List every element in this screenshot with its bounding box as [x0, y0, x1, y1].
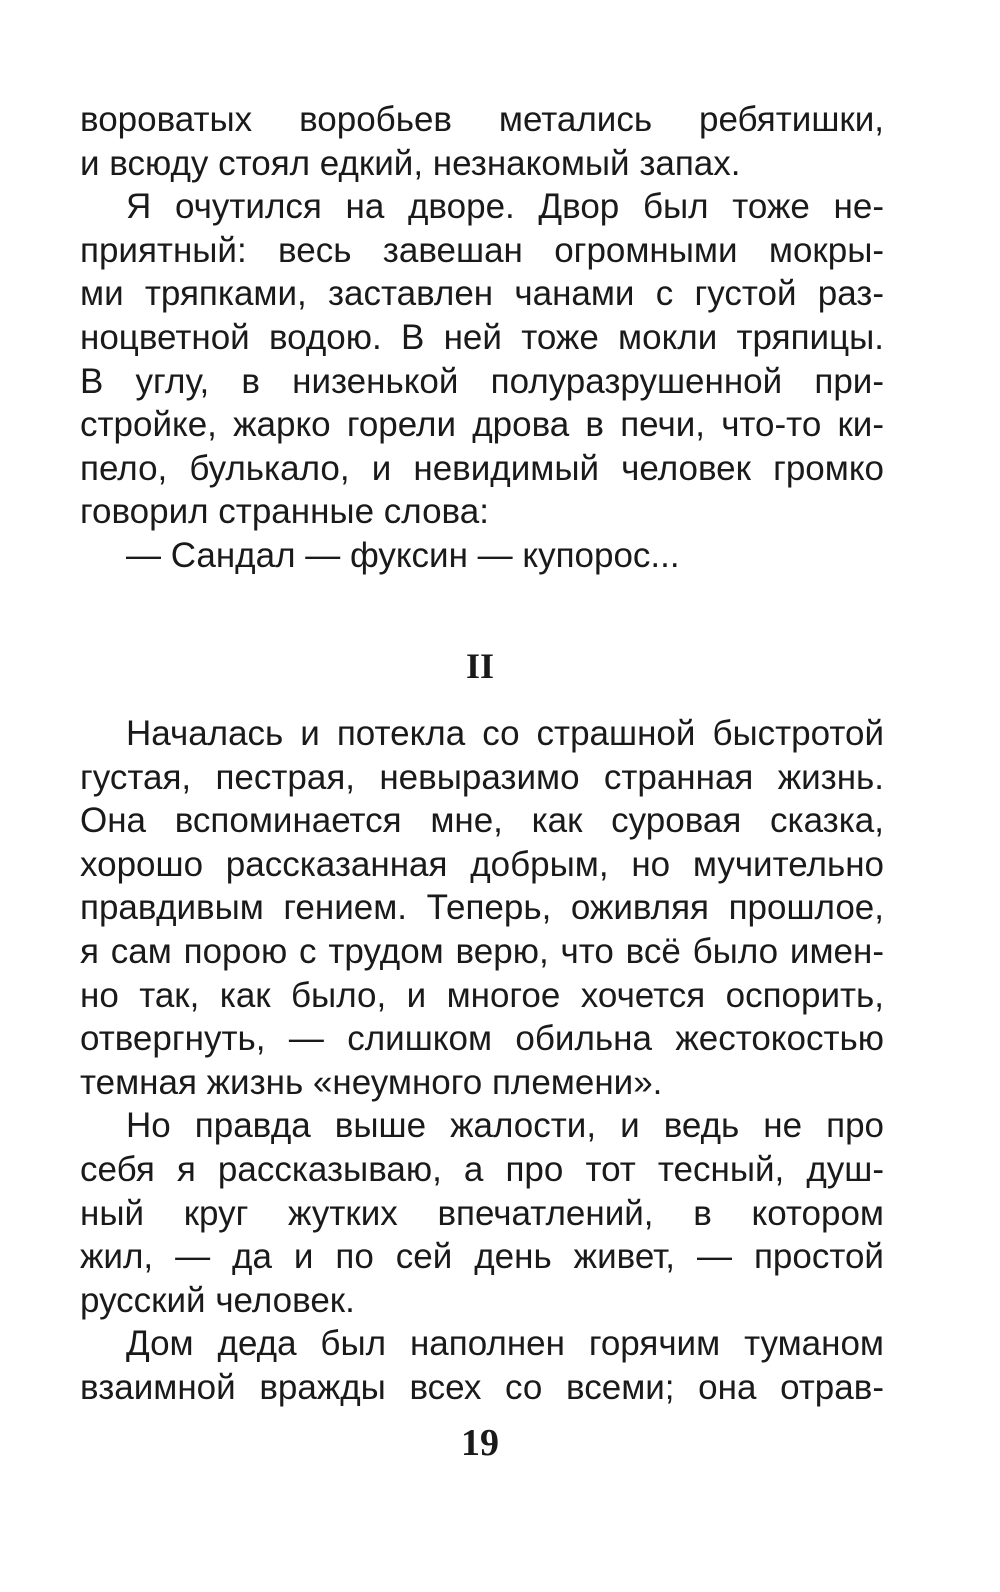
text-line: Началась и потекла со страшной быстротой: [126, 714, 884, 753]
text-line: жил, — да и по сей день живет, — простой: [80, 1237, 884, 1277]
text-line: русский человек.: [80, 1280, 355, 1320]
text-line: стройке, жарко горели дрова в печи, что-то ки-: [80, 405, 884, 445]
page-number: 19: [461, 1422, 499, 1464]
chapter-heading: II: [465, 646, 495, 686]
text-block-top: [80, 98, 884, 578]
text-line: Она вспоминается мне, как суровая сказка,: [80, 801, 884, 841]
text-line: пело, булькало, и невидимый человек громко: [80, 448, 884, 488]
text-line: и всюду стоял едкий, незнакомый запах.: [80, 143, 741, 183]
text-line: ми тряпками, заставлен чанами с густой раз-: [80, 274, 884, 314]
text-line: я сам порою с трудом верю, что всё было имен-: [80, 931, 884, 971]
text-line: себя я рассказываю, а про тот тесный, душ-: [80, 1149, 884, 1189]
text-line: — Сандал — фуксин — купорос...: [126, 535, 680, 575]
text-line: отвергнуть, — слишком обильна жестокостью: [80, 1019, 884, 1059]
text-line: взаимной вражды всех со всеми; она отрав-: [80, 1367, 884, 1407]
text-line: Я очутился на дворе. Двор был тоже не-: [126, 187, 884, 227]
text-line: говорил странные слова:: [80, 492, 489, 532]
text-line: ноцветной водою. В ней тоже мокли тряпицы.: [80, 317, 884, 357]
text-line: Но правда выше жалости, и ведь не про: [126, 1106, 884, 1146]
text-line: Дом деда был наполнен горячим туманом: [126, 1324, 884, 1364]
text-line: В углу, в низенькой полуразрушенной при-: [80, 361, 884, 401]
text-line: но так, как было, и многое хочется оспорить,: [80, 975, 884, 1015]
text-line: темная жизнь «неумного племени».: [80, 1062, 663, 1102]
text-block-bottom: [80, 712, 884, 1410]
text-line: густая, пестрая, невыразимо странная жизнь.: [80, 757, 884, 797]
text-line: ный круг жутких впечатлений, в котором: [80, 1193, 884, 1233]
text-line: правдивым гением. Теперь, оживляя прошлое,: [80, 888, 884, 928]
text-line: вороватых воробьев метались ребятишки,: [80, 100, 884, 139]
text-line: хорошо рассказанная добрым, но мучительно: [80, 844, 884, 884]
text-line: приятный: весь завешан огромными мокры-: [80, 230, 884, 270]
